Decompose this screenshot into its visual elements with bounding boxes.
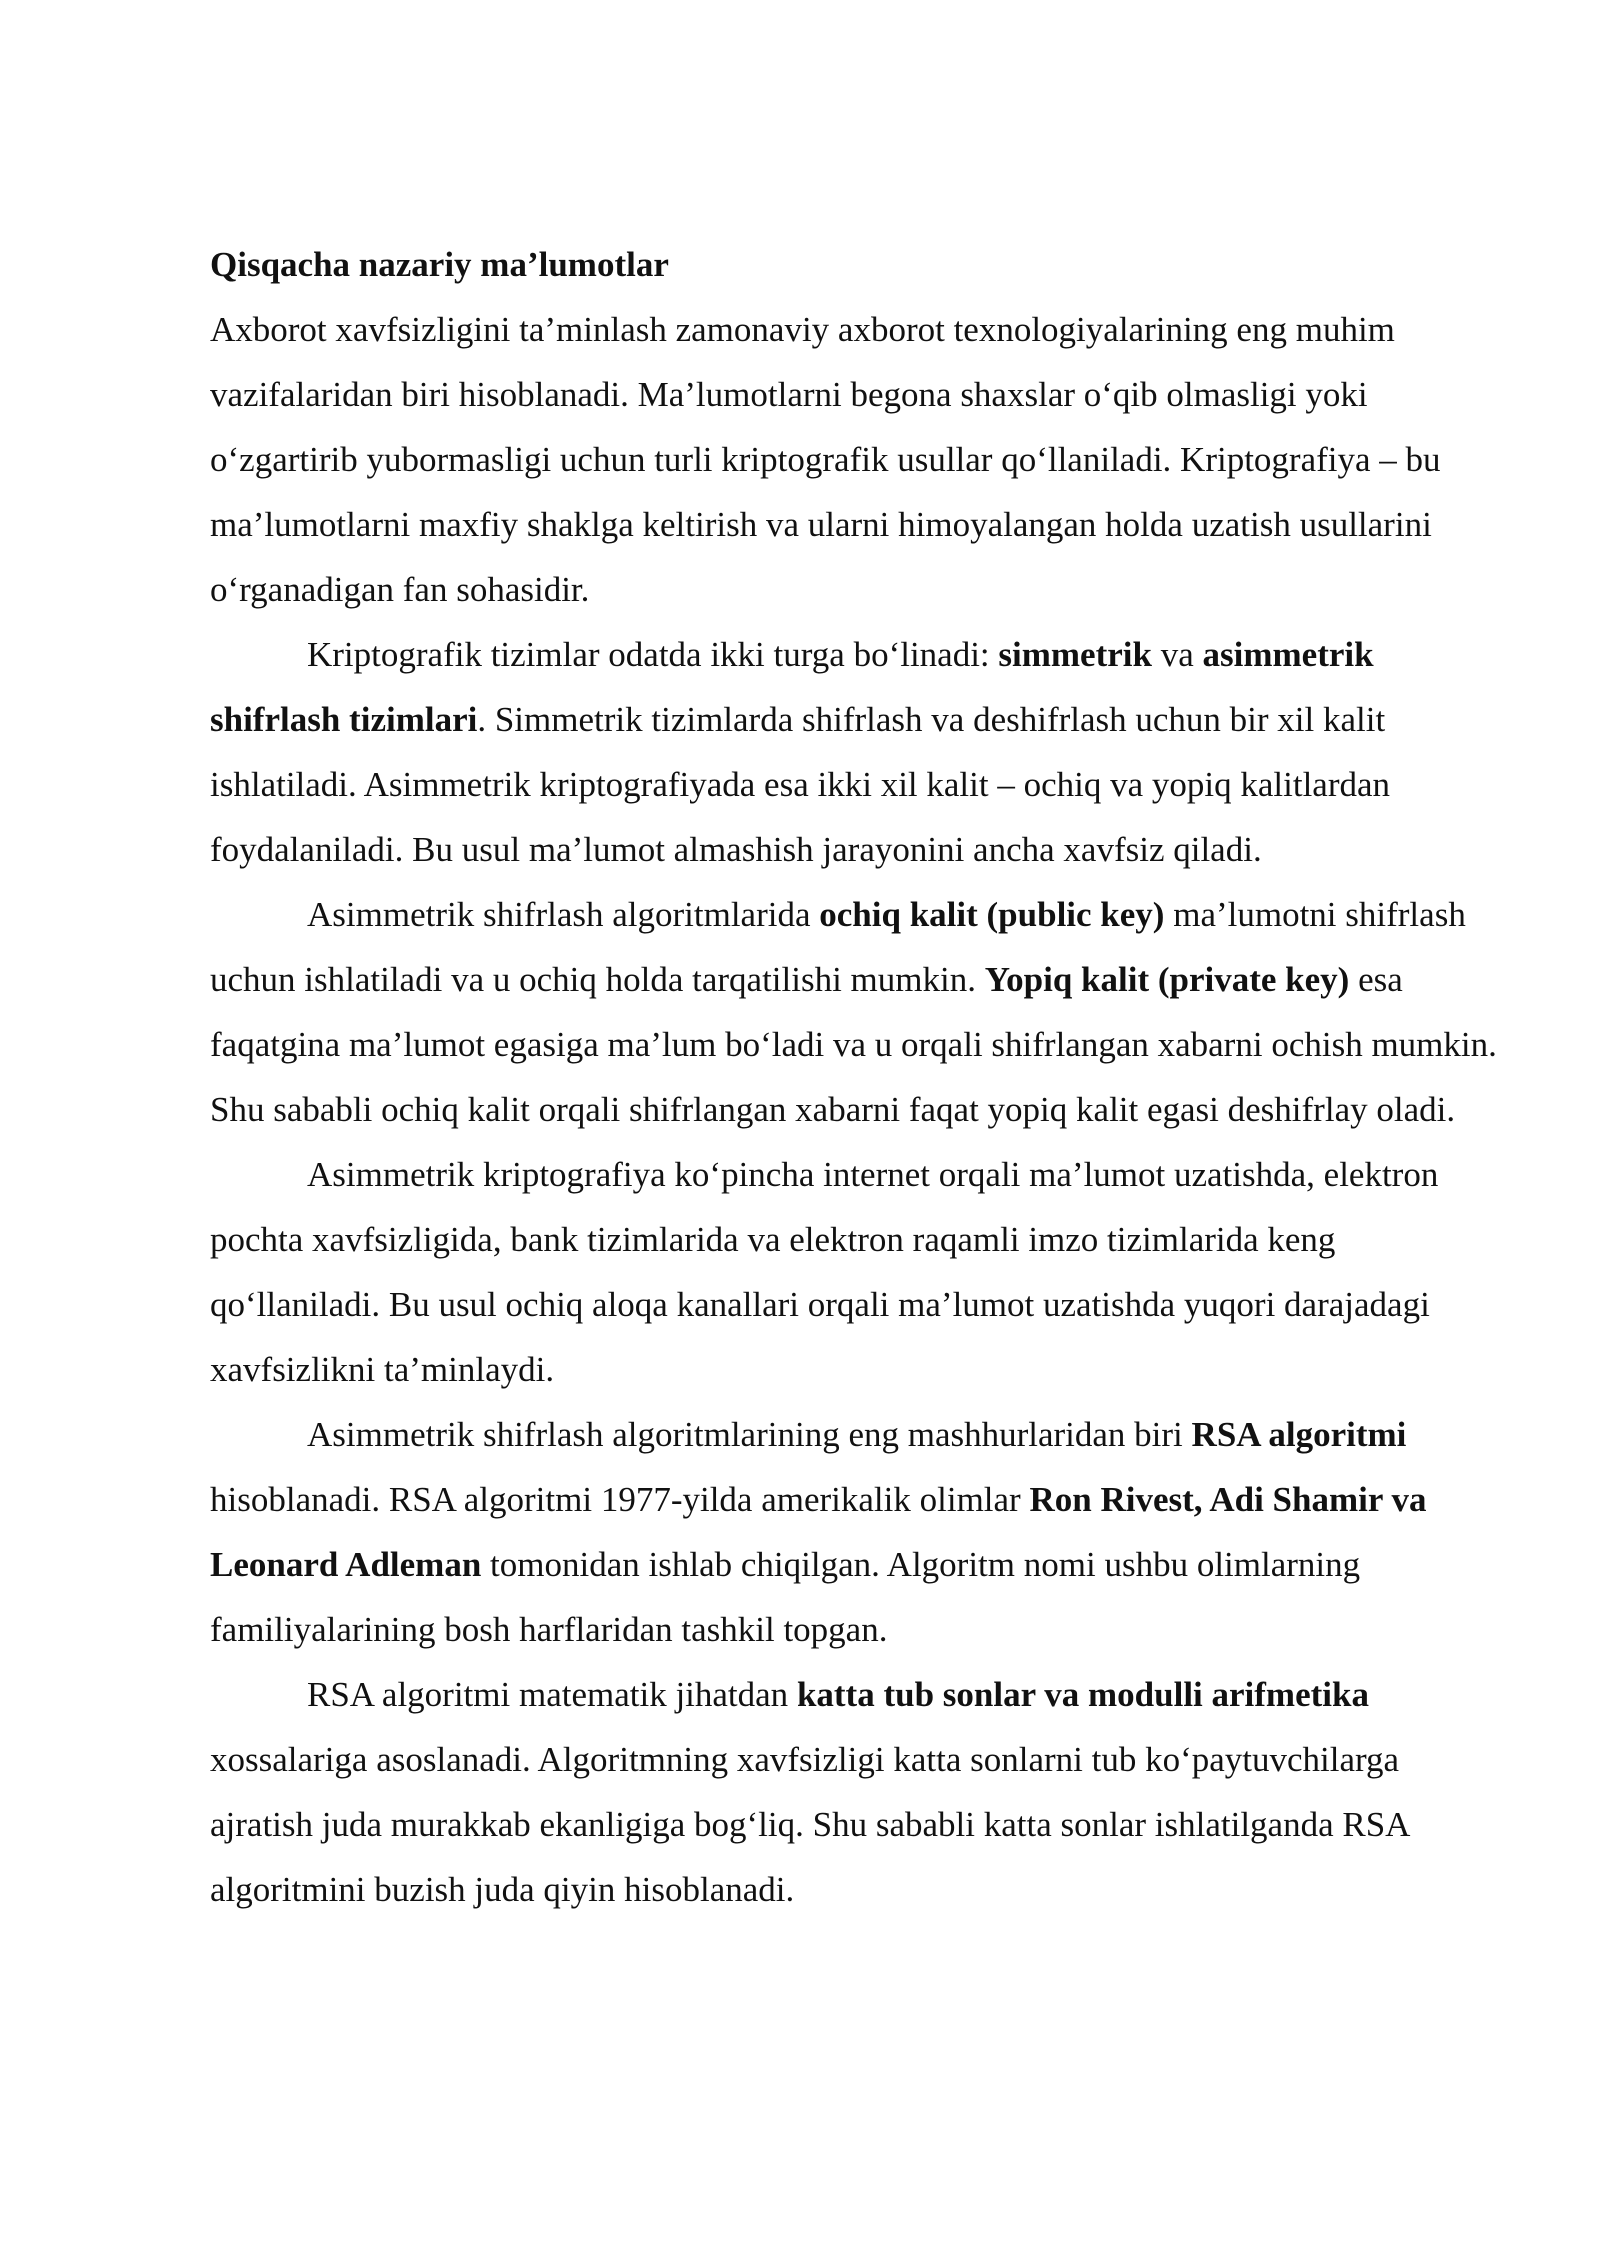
paragraph-keys [210,882,1510,1142]
bold-term: RSA algoritmi [1191,1415,1407,1454]
paragraph-intro [210,297,1510,622]
paragraph-text: va [1151,635,1203,674]
paragraph-text: ma’lumotni shifrlash uchun ishlatiladi va u ochiq holda tarqatilishi mumkin. [210,895,1466,999]
paragraph-text: tomonidan ishlab chiqilgan. Algoritm nomi ushbu olimlarning familiyalarining bosh harflaridan tashkil topgan. [210,1545,1361,1649]
section-heading: Qisqacha nazariy ma’lumotlar [210,245,669,284]
bold-term: katta tub sonlar va modulli arifmetika [796,1675,1369,1714]
paragraph-text: Asimmetrik shifrlash algoritmlarining eng mashhurlaridan biri [307,1415,1192,1454]
bold-term: Yopiq kalit (private key) [984,960,1350,999]
paragraph-text: Kriptografik tizimlar odatda ikki turga bo‘linadi: [307,635,999,674]
bold-term: Ron Rivest, Adi Shamir va Leonard Adleman [210,1480,1427,1584]
paragraph-usage [210,1142,1510,1402]
paragraph-text: Asimmetrik shifrlash algoritmlarida [307,895,820,934]
paragraph-crypto-types [210,622,1510,882]
bold-term: asimmetrik shifrlash tizimlari [210,635,1374,739]
bold-term: ochiq kalit (public key) [819,895,1165,934]
paragraph-rsa-math [210,1662,1510,1922]
paragraph-text: . Simmetrik tizimlarda shifrlash va deshifrlash uchun bir xil kalit ishlatiladi. Asimmetrik kriptografiyada esa ikki xil kalit – ochiq va yopiq kalitlardan foydalaniladi. Bu usul ma’lumot almashish jarayonini ancha xavfsiz qiladi. [210,700,1391,869]
paragraph-text: Axborot xavfsizligini ta’minlash zamonaviy axborot texnologiyalarining eng muhim vazifalaridan biri hisoblanadi. Ma’lumotlarni begona shaxslar o‘qib olmasligi yoki o‘zgartirib yubormasligi uchun turli kriptografik usullar qo‘llaniladi. Kriptografiya – bu ma’lumotlarni maxfiy shaklga keltirish va ularni himoyalangan holda uzatish usullarini o‘rganadigan fan sohasidir. [210,310,1441,609]
paragraph-text: xossalariga asoslanadi. Algoritmning xavfsizligi katta sonlarni tub ko‘paytuvchilarga ajratish juda murakkab ekanligiga bog‘liq. Shu sababli katta sonlar ishlatilganda RSA algoritmini buzish juda qiyin hisoblanadi. [210,1740,1409,1909]
paragraph-text: Asimmetrik kriptografiya ko‘pincha internet orqali ma’lumot uzatishda, elektron pochta xavfsizligida, bank tizimlarida va elektron raqamli imzo tizimlarida keng qo‘llaniladi. Bu usul ochiq aloqa kanallari orqali ma’lumot uzatishda yuqori darajadagi xavfsizlikni ta’minlaydi. [210,1155,1439,1389]
paragraph-rsa-history [210,1402,1510,1662]
document-page [210,232,1510,1922]
paragraph-text: hisoblanadi. RSA algoritmi 1977-yilda amerikalik olimlar [210,1480,1030,1519]
paragraph-text: esa faqatgina ma’lumot egasiga ma’lum bo‘ladi va u orqali shifrlangan xabarni ochish mumkin. Shu sababli ochiq kalit orqali shifrlangan xabarni faqat yopiq kalit egasi deshifrlay oladi. [210,960,1497,1129]
bold-term: simmetrik [998,635,1152,674]
paragraph-text: RSA algoritmi matematik jihatdan [307,1675,797,1714]
